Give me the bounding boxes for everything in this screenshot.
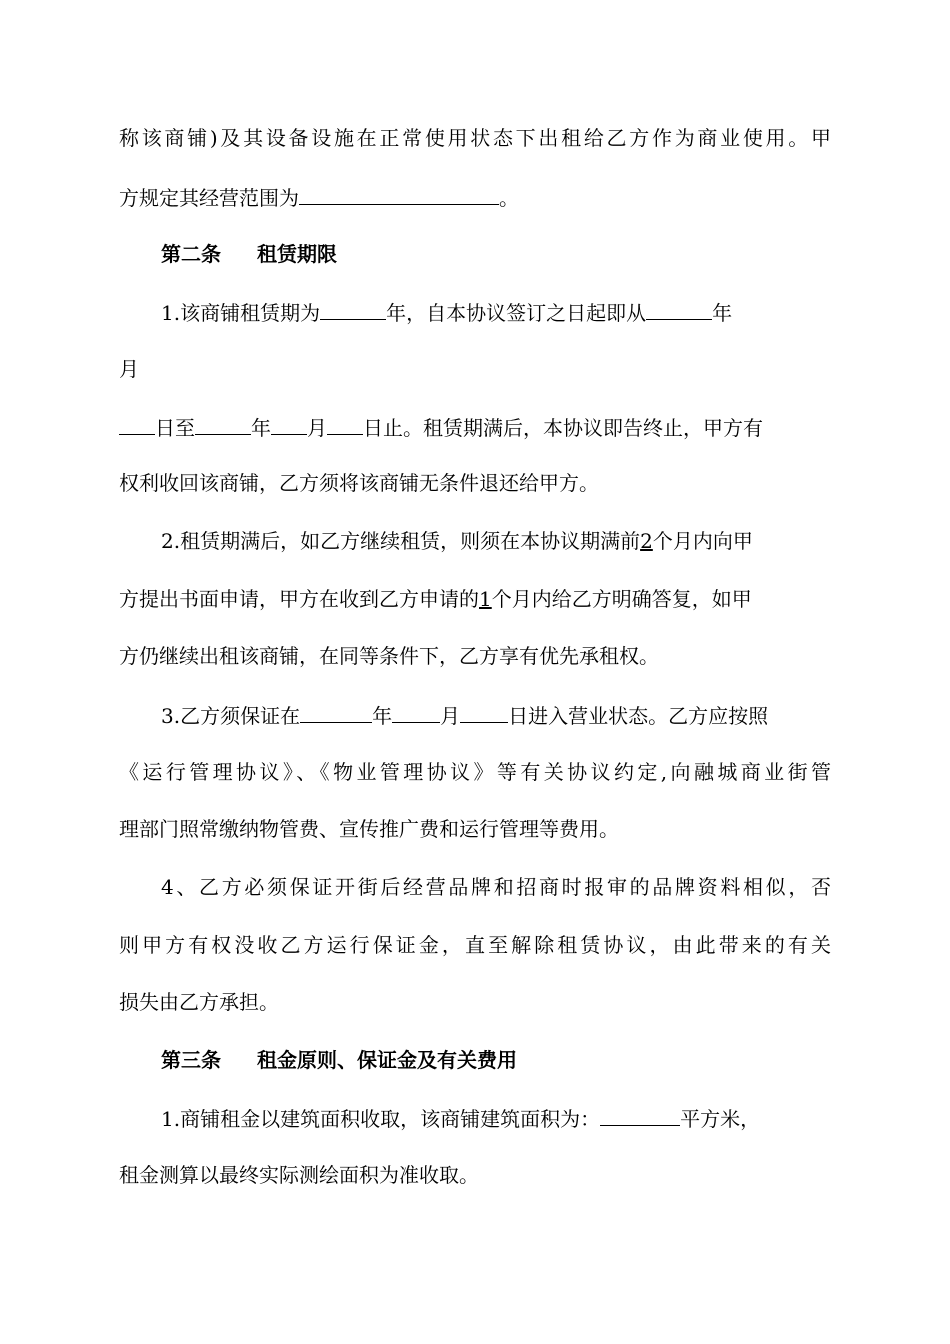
fill-in-blank [327,412,363,435]
text-segment: 月 [440,704,461,728]
fill-in-blank [460,700,508,723]
fill-in-blank [392,700,440,723]
text-line: 称该商铺)及其设备设施在正常使用状态下出租给乙方作为商业使用。甲 [119,126,831,150]
text-line [161,527,753,555]
text-segment: 年 [712,301,733,325]
text-segment: 日进入营业状态。乙方应按照 [508,704,769,728]
text-segment: 1.商铺租金以建筑面积收取，该商铺建筑面积为： [161,1107,601,1131]
fill-in-blank [320,297,386,320]
fill-in-blank [646,297,712,320]
text-segment: 年 [372,704,393,728]
text-line: 4、乙方必须保证开街后经营品牌和招商时报审的品牌资料相似，否 [161,875,831,899]
text-segment: 日至 [155,416,195,440]
text-line [119,182,519,212]
text-line [161,1103,760,1133]
text-segment: 。 [499,186,519,210]
text-segment: 2.租赁期满后，如乙方继续租赁，则须在本协议期满前 [161,529,641,553]
text-segment: 年，自本协议签订之日起即从 [386,301,647,325]
fill-in-blank [119,412,155,435]
fill-in-blank [299,182,499,205]
underlined-number: 2 [640,529,653,553]
text-line [161,297,732,327]
text-segment: 年 [251,416,271,440]
text-line: 《运行管理协议》、《物业管理协议》等有关协议约定,向融城商业街管 [119,760,831,784]
text-segment: 个月内向甲 [652,529,753,553]
article-heading [161,1046,517,1074]
article-number: 第二条 [161,242,221,266]
text-line [119,412,763,442]
text-segment: 3.乙方须保证在 [161,704,301,728]
text-line: 理部门照常缴纳物管费、宣传推广费和运行管理等费用。 [119,817,619,841]
text-line: 月 [119,357,139,381]
article-title: 租赁期限 [257,242,337,266]
text-segment: 个月内给乙方明确答复，如甲 [491,587,752,611]
text-line: 方仍继续出租该商铺，在同等条件下，乙方享有优先承租权。 [119,644,659,668]
text-line [161,700,768,730]
text-segment: 方规定其经营范围为 [119,186,299,210]
text-line: 损失由乙方承担。 [119,990,279,1014]
text-segment: 平方米， [680,1107,761,1131]
fill-in-blank [271,412,307,435]
text-segment: 方提出书面申请，甲方在收到乙方申请的 [119,587,479,611]
article-heading [161,240,337,268]
text-line: 租金测算以最终实际测绘面积为准收取。 [119,1163,479,1187]
text-line: 则甲方有权没收乙方运行保证金，直至解除租赁协议，由此带来的有关 [119,933,831,957]
text-line: 权利收回该商铺，乙方须将该商铺无条件退还给甲方。 [119,471,599,495]
fill-in-blank [195,412,251,435]
fill-in-blank [300,700,372,723]
text-segment: 日止。租赁期满后，本协议即告终止，甲方有 [363,416,763,440]
underlined-number: 1 [479,587,492,611]
fill-in-blank [600,1103,680,1126]
text-segment: 1.该商铺租赁期为 [161,301,321,325]
text-line [119,585,752,613]
article-title: 租金原则、保证金及有关费用 [257,1048,517,1072]
text-segment: 月 [307,416,327,440]
article-number: 第三条 [161,1048,221,1072]
